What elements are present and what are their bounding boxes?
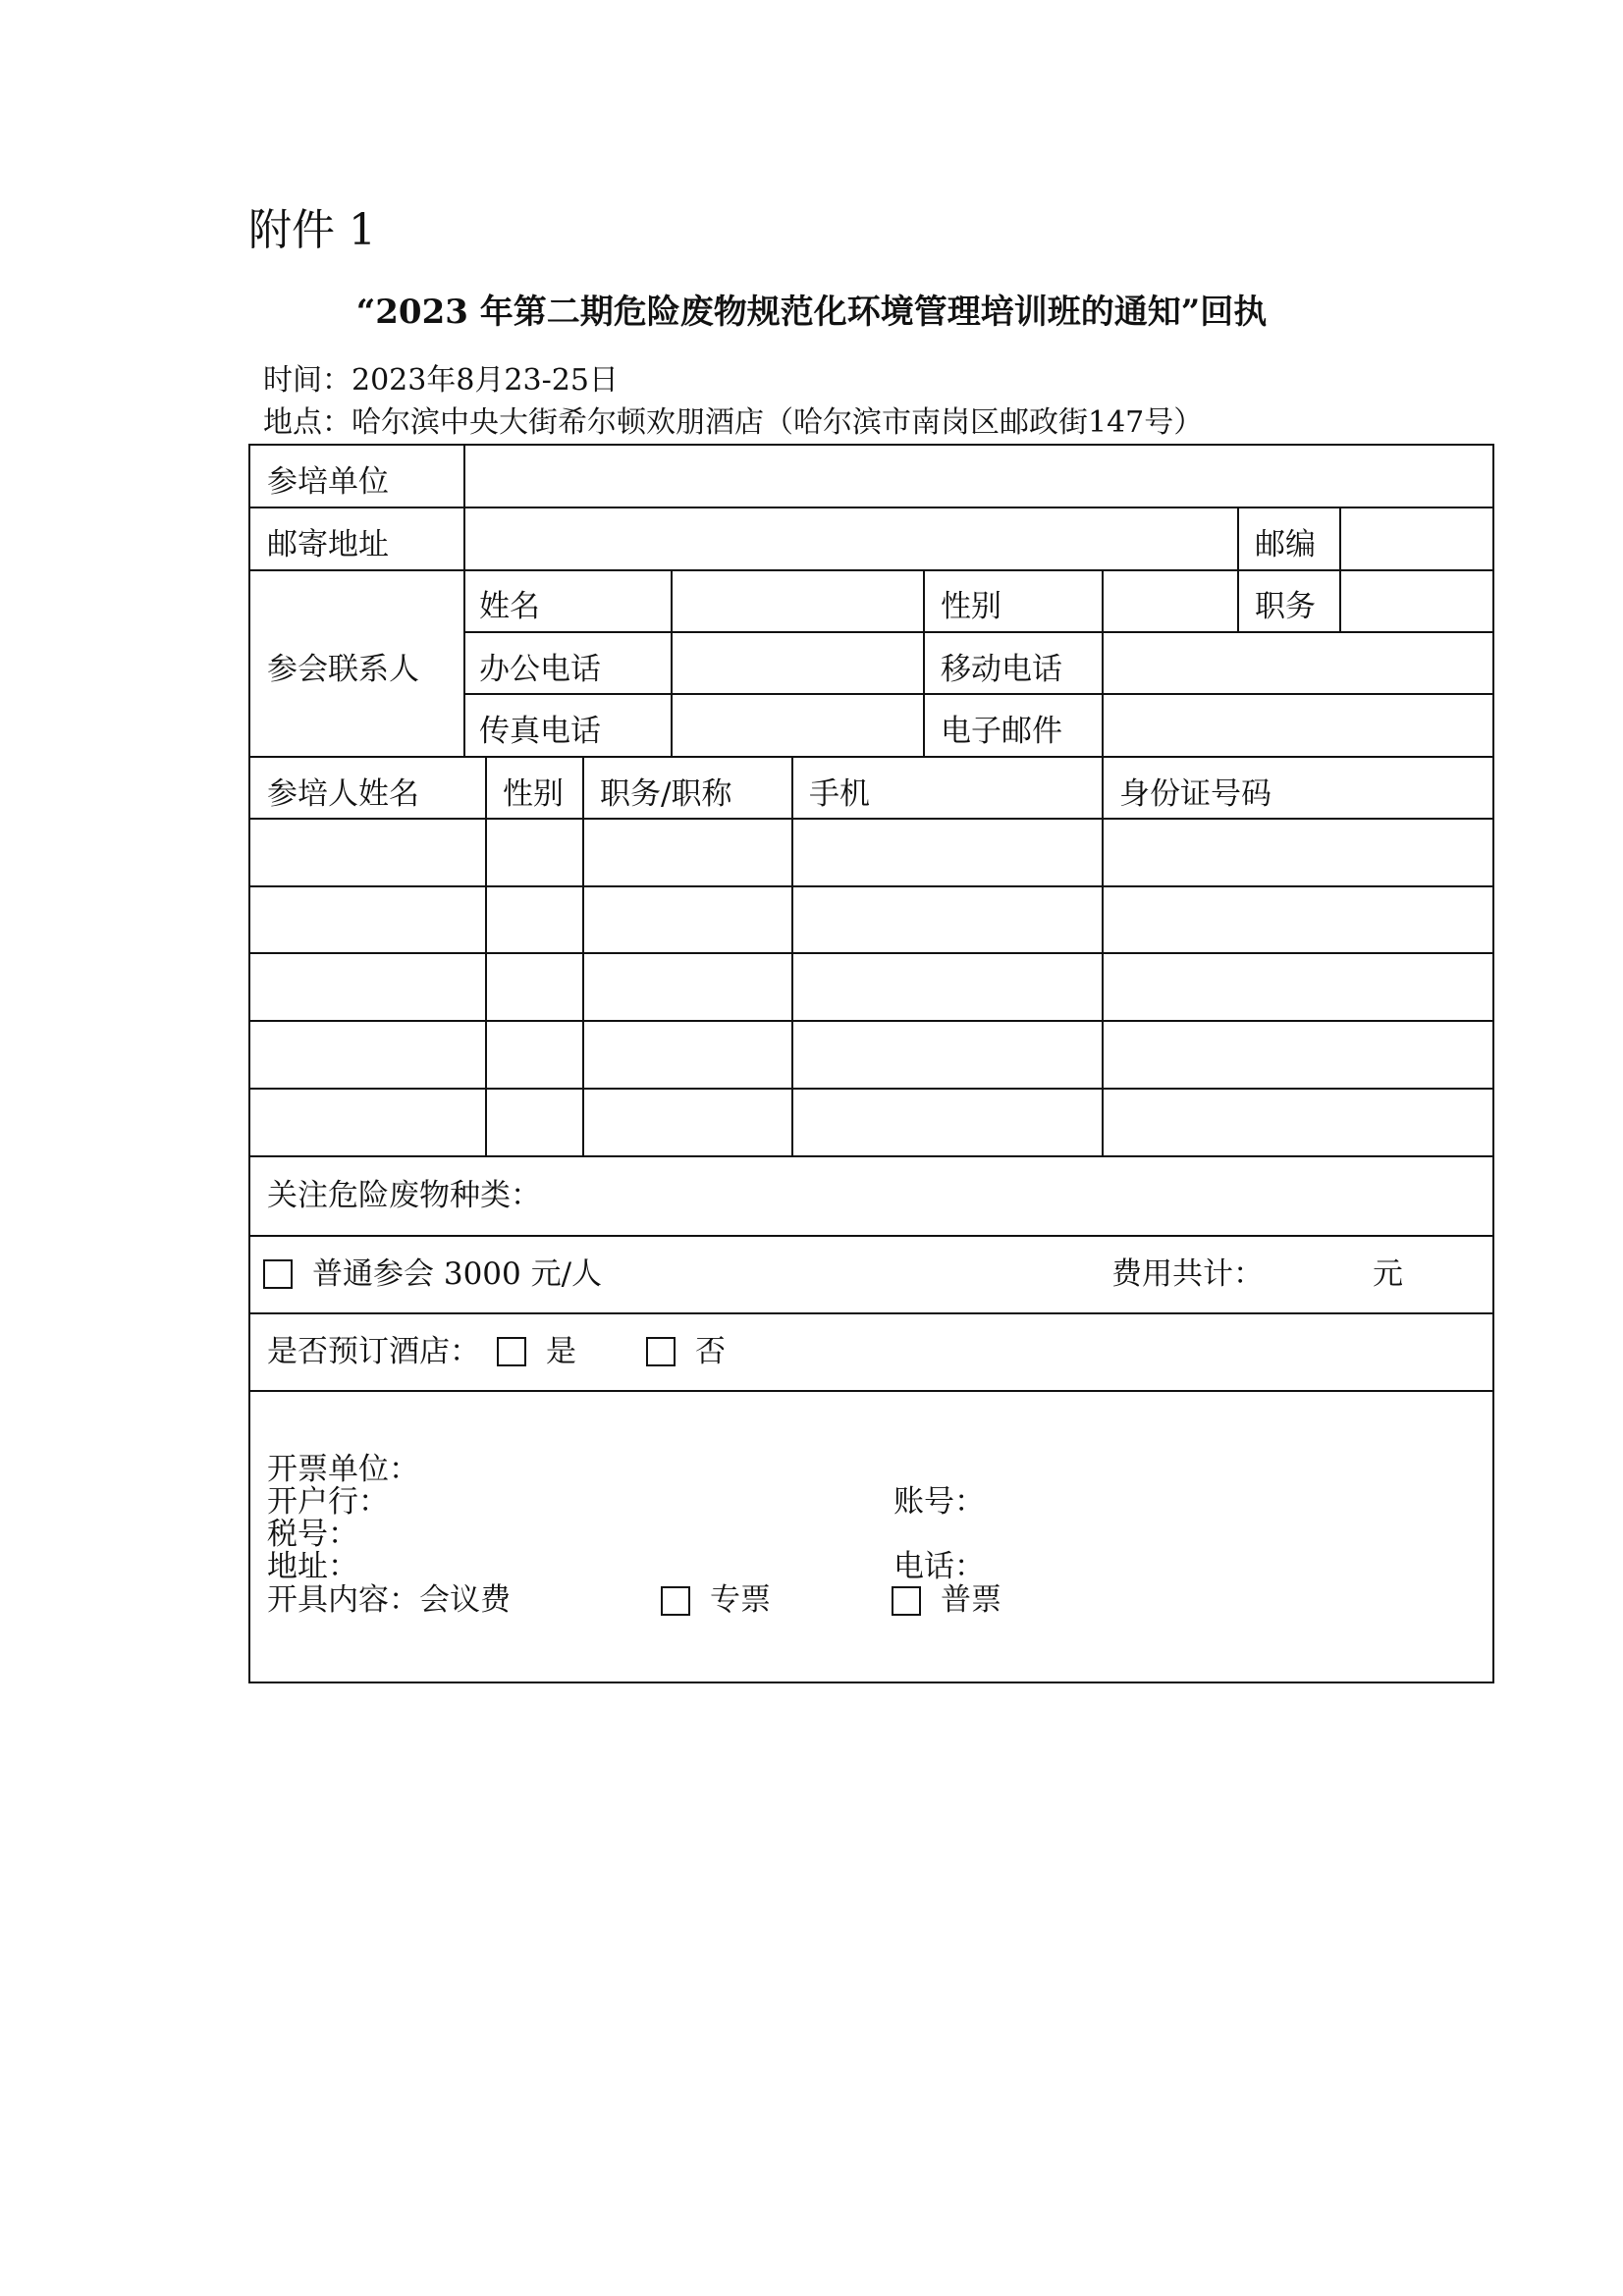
invoice-address-label: 地址： [267,1549,358,1584]
mobile-label: 移动电话 [941,652,1062,687]
position-label: 职务 [1255,589,1316,624]
col-divider [671,569,673,756]
row-divider [248,1312,1494,1314]
attachment-label: 附件 1 [248,205,376,255]
col-divider [923,569,925,756]
row-divider [463,631,1494,633]
fee-option-checkbox[interactable] [263,1259,293,1289]
name-label: 姓名 [479,589,540,624]
col-divider [463,444,465,756]
row-divider [248,756,1494,758]
gender-label: 性别 [941,589,1001,624]
col-divider [485,756,487,1155]
contact-label: 参会联系人 [267,652,419,687]
fee-total-label: 费用共计： [1111,1256,1264,1292]
page-title: “2023 年第二期危险废物规范化环境管理培训班的通知”回执 [355,293,1268,332]
hotel-yes-label: 是 [546,1334,576,1369]
col-divider [1339,507,1341,631]
invoice-normal-checkbox[interactable] [892,1586,921,1616]
hotel-no-label: 否 [695,1334,726,1369]
invoice-account-label: 账号： [893,1484,985,1520]
invoice-bank-label: 开户行： [267,1484,389,1520]
row-divider [248,952,1494,954]
invoice-normal-label: 普票 [941,1582,1001,1618]
attendee-mobile-header: 手机 [809,776,870,812]
attendee-name-header: 参培人姓名 [267,776,419,812]
row-divider [248,1155,1494,1157]
hotel-no-checkbox[interactable] [646,1337,676,1366]
row-divider [248,1020,1494,1022]
address-label: 邮寄地址 [267,527,389,562]
postcode-label: 邮编 [1255,527,1316,562]
row-divider [248,885,1494,887]
row-divider [248,1088,1494,1090]
row-divider [248,1390,1494,1392]
hotel-label: 是否预订酒店： [267,1334,480,1369]
row-divider [248,569,1494,571]
waste-type-label: 关注危险废物种类： [267,1178,541,1213]
col-divider [1102,569,1104,756]
col-divider [1102,756,1104,1155]
attendee-id-header: 身份证号码 [1119,776,1271,812]
invoice-content-label: 开具内容：会议费 [267,1582,511,1618]
fee-unit: 元 [1373,1256,1403,1292]
fax-label: 传真电话 [479,714,601,749]
event-time: 时间：2023年8月23-25日 [263,363,619,398]
col-divider [582,756,584,1155]
col-divider [791,756,793,1155]
form-border [248,444,1494,1683]
row-divider [248,818,1494,820]
col-divider [1237,507,1239,631]
event-place: 地点：哈尔滨中央大街希尔顿欢朋酒店（哈尔滨市南岗区邮政街147号） [263,405,1204,440]
row-divider [463,693,1494,695]
email-label: 电子邮件 [941,714,1062,749]
invoice-special-checkbox[interactable] [661,1586,690,1616]
invoice-unit-label: 开票单位： [267,1452,419,1487]
attendee-title-header: 职务/职称 [600,776,732,812]
attendee-gender-header: 性别 [503,776,564,812]
invoice-special-label: 专票 [710,1582,771,1618]
unit-label: 参培单位 [267,464,389,500]
invoice-phone-label: 电话： [893,1549,985,1584]
hotel-yes-checkbox[interactable] [497,1337,526,1366]
invoice-tax-label: 税号： [267,1517,358,1552]
fee-option-label: 普通参会 3000 元/人 [312,1256,603,1292]
row-divider [248,507,1494,508]
row-divider [248,1235,1494,1237]
office-phone-label: 办公电话 [479,652,601,687]
